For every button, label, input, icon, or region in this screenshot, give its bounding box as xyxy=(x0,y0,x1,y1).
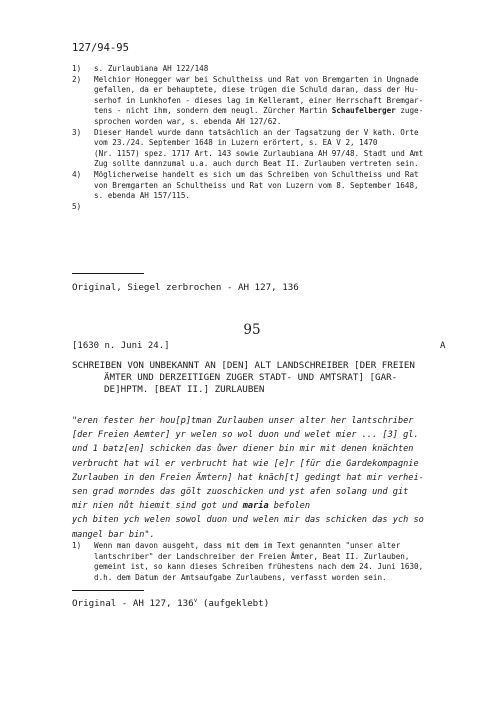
separator-rule xyxy=(72,273,144,274)
footnote-3: 3) Dieser Handel wurde dann tatsächlich an der Tagsatzung der V kath. Orte vom 23./24. September 1648 in Luzern erörtert, s. EA V 2, 1470 (Nr. 1157) spez. 1717 Art. 143 sowie Zurlaubiana AH 97/48. Stadt und Amt Zug sollte dannzumal u.a. auch durch Beat II. Zurlauben vertreten sein. xyxy=(72,127,424,169)
bold-name: Schaufelberger xyxy=(331,106,396,116)
document-letter: A xyxy=(440,341,446,351)
original-source-1: Original, Siegel zerbrochen - AH 127, 136 xyxy=(72,282,299,293)
footnote-4: 4) Möglicherweise handelt es sich um das Schreiben von Schultheiss und Rat von Bremgarten an Schultheiss und Rat von Luzern vom 8. September 1648, s. ebenda AH 157/115. xyxy=(72,169,419,201)
footnote-1: 1) s. Zurlaubiana AH 122/148 xyxy=(72,64,209,73)
document-number: 95 xyxy=(243,322,261,338)
footnote-5: 5) xyxy=(72,201,82,211)
footnotes-top xyxy=(72,64,462,212)
document-date: [1630 n. Juni 24.] xyxy=(72,341,170,351)
separator-rule-2 xyxy=(72,590,144,591)
footnote-2: 2) Melchior Honegger war bei Schultheiss und Rat von Bremgarten in Ungnade gefallen, da er behauptete, diese trügen die Schuld daran, dass der Hu- serhof in Lunkhofen - dieses lag im Kelleramt, einer Herrschaft Bremgar- tens - nicht ihm, sondern dem neugl. Zürcher Martin Schaufelberger zuge- sprochen worden war, s. ebenda AH 127/62. xyxy=(72,74,424,126)
document-heading: SCHREIBEN VON UNBEKANNT AN [DEN] ALT LANDSCHREIBER [DER FREIEN ÄMTER UND DERZEITIGEN ZUGER STADT- UND AMTSRAT] [GAR- DE]HPTM. [BEAT II.] ZURLAUBEN xyxy=(72,360,415,396)
page-reference: 127/94-95 xyxy=(72,42,129,54)
original-source-2: Original - AH 127, 136$^v$ (aufgeklebt) xyxy=(72,597,270,610)
bold-word: maria xyxy=(242,501,269,512)
footnote-bottom: 1) Wenn man davon ausgeht, dass mit dem im Text genannten "unser alter lantschriber" der Landschreiber der Freien Ämter, Beat II. Zurlauben, gemeint ist, so kann dieses Schreiben frühestens nach dem 24. Juni 1630, d.h. dem Datum der Amtsaufgabe Zurlaubens, verfasst worden sein. xyxy=(72,541,424,582)
letter-body: "eren fester her hou[p]tman Zurlauben unser alter her lantschriber [der Freien Aemter] yr welen so wol duon und welet mier ... [3] gl. und 1 batz[en] schicken das ůwer diener bin mir mit denen knächten verbrucht hat wil er verbrucht hat wie [e]r [für die Gardekompagnie Zurlauben in den Freien Ämtern] hat knăch[t] gedingt hat mir verhei- sen grad morndes das gölt zuoschicken und yst afen solang und git mir nien nůt hiemit sind got und maria befolen ych biten ych welen sowol duon und welen mir das schicken das ych so mangel bar bin". xyxy=(72,416,424,540)
